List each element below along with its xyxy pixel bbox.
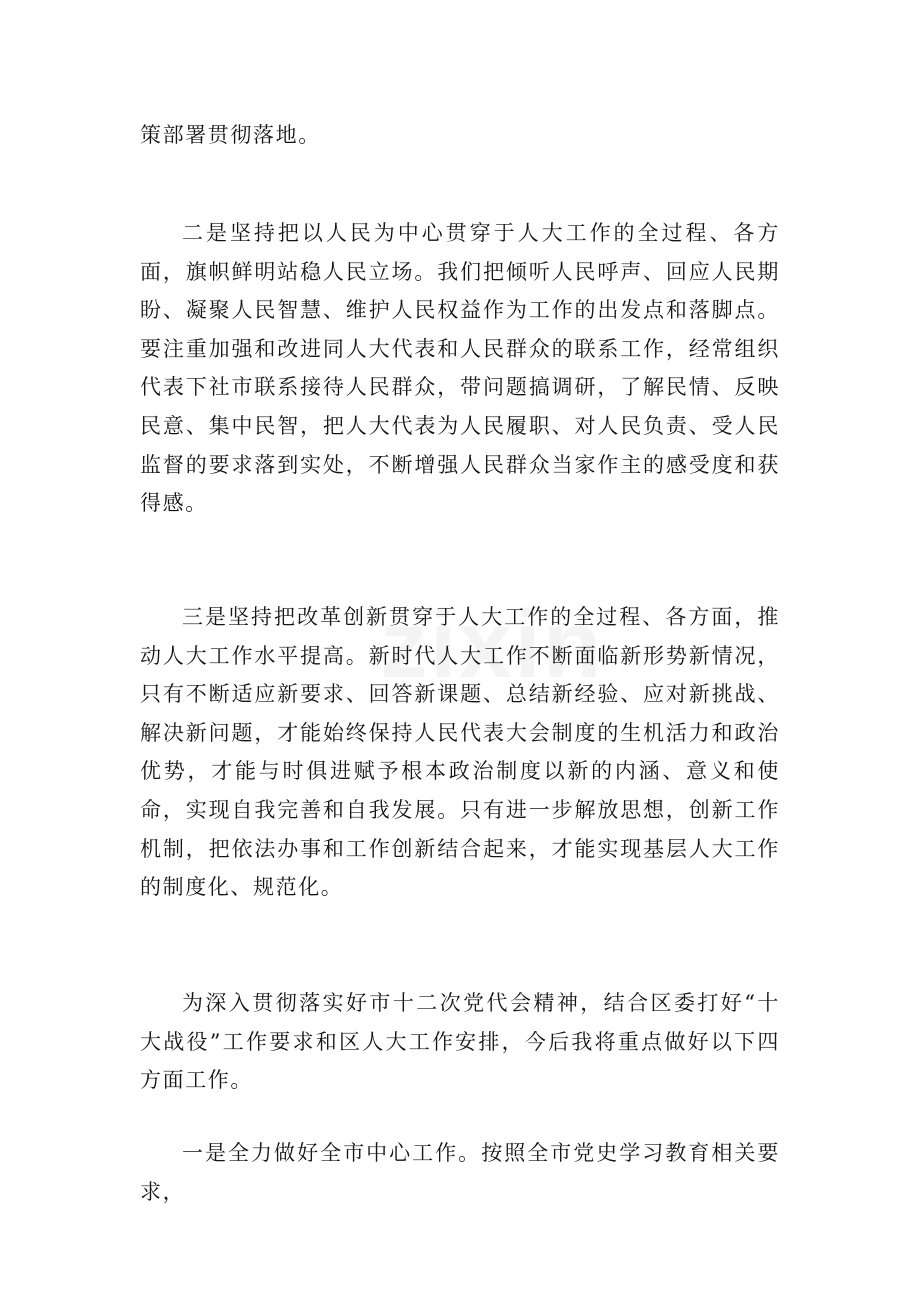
paragraph-first-task: 一是全力做好全市中心工作。按照全市党史学习教育相关要求， — [140, 1141, 780, 1204]
paragraph-people-centered: 二是坚持把以人民为中心贯穿于人大工作的全过程、各方面，旗帜鲜明站稳人民立场。我们把倾听人民呼声、回应人民期盼、凝聚人民智慧、维护人民权益作为工作的出发点和落脚点。要注重加强和改进同人大代表和人民群众的联系工作，经常组织代表下社市联系接待人民群众，带问题搞调研，了解民情、反映民意、集中民智，把人大代表为人民履职、对人民负责、受人民监督的要求落到实处，不断增强人民群众当家作主的感受度和获得感。 — [140, 221, 780, 516]
paragraph-continuation: 策部署贯彻落地。 — [140, 123, 321, 147]
paragraph-reform-innovation: 三是坚持把改革创新贯穿于人大工作的全过程、各方面，推动人大工作水平提高。新时代人大工作不断面临新形势新情况，只有不断适应新要求、回答新课题、总结新经验、应对新挑战、解决新问题，才能始终保持人民代表大会制度的生机活力和政治优势，才能与时俱进赋予根本政治制度以新的内涵、意义和使命，实现自我完善和自我发展。只有进一步解放思想，创新工作机制，把依法办事和工作创新结合起来，才能实现基层人大工作的制度化、规范化。 — [140, 605, 780, 900]
paragraph-implementation: 为深入贯彻落实好市十二次党代会精神，结合区委打好“十大战役”工作要求和区人大工作安排，今后我将重点做好以下四方面工作。 — [140, 991, 780, 1093]
